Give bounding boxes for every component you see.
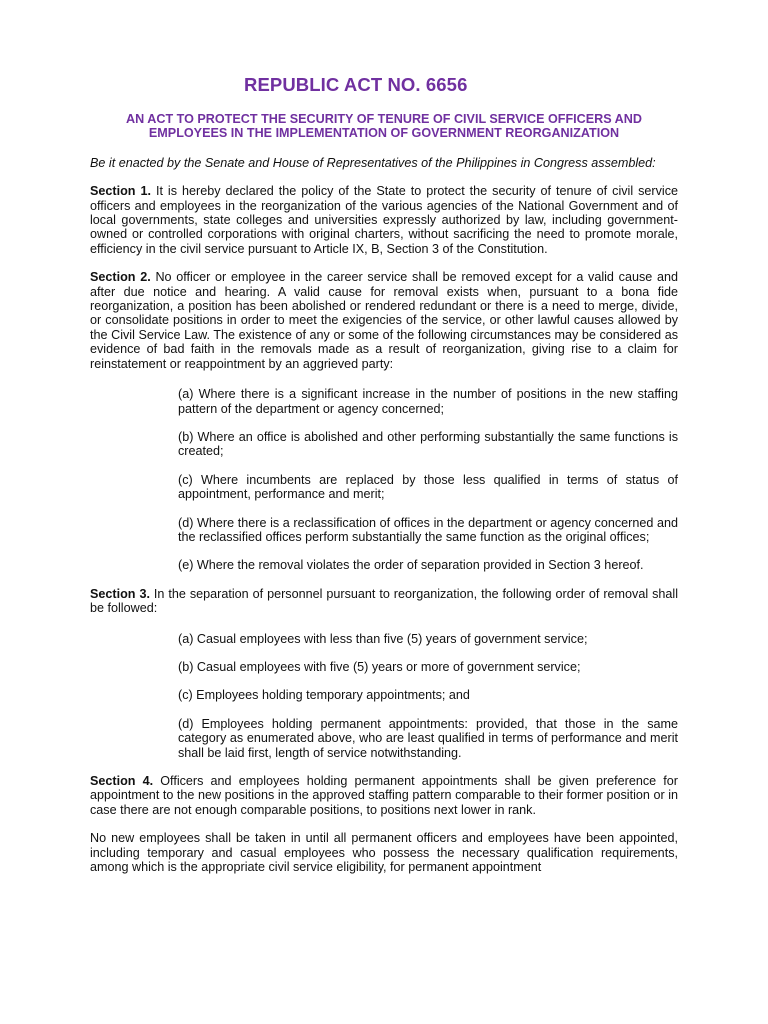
enacting-clause: Be it enacted by the Senate and House of Representatives of the Philippines in Congress assembled: xyxy=(90,155,656,170)
section-1-text: It is hereby declared the policy of the State to protect the security of tenure of civil service officers and employees in the reorganization of the various agencies of the National Government and of local governments, state colleges and universities expressly authorized by law, including government-owned or controlled corporations with original charters, without sacrificing the need to promote morale, efficiency in the civil service pursuant to Article IX, B, Section 3 of the Constitution. xyxy=(90,184,678,256)
list-item: (e) Where the removal violates the order of separation provided in Section 3 hereof. xyxy=(178,558,644,573)
section-4-text: Officers and employees holding permanent appointments shall be given preference for appointment to the new positions in the approved staffing pattern comparable to their former position or in case there are not enough comparable positions, to positions next lower in rank. xyxy=(90,774,678,817)
list-item: (c) Employees holding temporary appointments; and xyxy=(178,688,470,703)
section-3 xyxy=(90,587,678,616)
list-item: (d) Where there is a reclassification of offices in the department or agency concerned and the reclassified offices perform substantially the same function as the original offices; xyxy=(178,515,678,544)
section-1 xyxy=(90,184,678,256)
list-item: (b) Where an office is abolished and other performing substantially the same functions is created; xyxy=(178,429,678,459)
section-2-text: No officer or employee in the career service shall be removed except for a valid cause and after due notice and hearing. A valid cause for removal exists when, pursuant to a bona fide reorganization, a position has been abolished or rendered redundant or there is a need to merge, divide, or consolidate positions in order to meet the exigencies of the service, or other lawful causes allowed by the Civil Service Law. The existence of any or some of the following circumstances may be considered as evidence of bad faith in the removals made as a result of reorganization, giving rise to a claim for reinstatement or reappointment by an aggrieved party: xyxy=(90,270,678,371)
list-item: (d) Employees holding permanent appointments: provided, that those in the same category as enumerated above, who are least qualified in terms of performance and merit shall be laid first, length of service notwithstanding. xyxy=(178,716,678,760)
section-1-label: Section 1. xyxy=(90,184,151,199)
list-item: (a) Where there is a significant increase in the number of positions in the new staffing pattern of the department or agency concerned; xyxy=(178,387,678,416)
section-4 xyxy=(90,774,678,817)
section-2-label: Section 2. xyxy=(90,270,151,285)
section-2-list xyxy=(90,387,678,573)
list-item: (a) Casual employees with less than five (5) years of government service; xyxy=(178,631,588,646)
document-page xyxy=(90,74,678,874)
section-3-label: Section 3. xyxy=(90,586,150,601)
section-3-list xyxy=(90,632,678,760)
list-item: (b) Casual employees with five (5) years or more of government service; xyxy=(178,659,581,674)
section-3-text: In the separation of personnel pursuant to reorganization, the following order of removal shall be followed: xyxy=(90,586,678,616)
closing-paragraph: No new employees shall be taken in until all permanent officers and employees have been appointed, including temporary and casual employees who possess the necessary qualification requirements, among which is the appropriate civil service eligibility, for permanent appointment xyxy=(90,831,678,875)
section-2 xyxy=(90,270,678,371)
list-item: (c) Where incumbents are replaced by those less qualified in terms of status of appointment, performance and merit; xyxy=(178,472,678,502)
document-title: REPUBLIC ACT NO. 6656 xyxy=(244,74,468,95)
document-subtitle: AN ACT TO PROTECT THE SECURITY OF TENURE OF CIVIL SERVICE OFFICERS AND EMPLOYEES IN THE IMPLEMENTATION OF GOVERNMENT REORGANIZATION xyxy=(126,112,642,141)
section-4-label: Section 4. xyxy=(90,774,154,788)
